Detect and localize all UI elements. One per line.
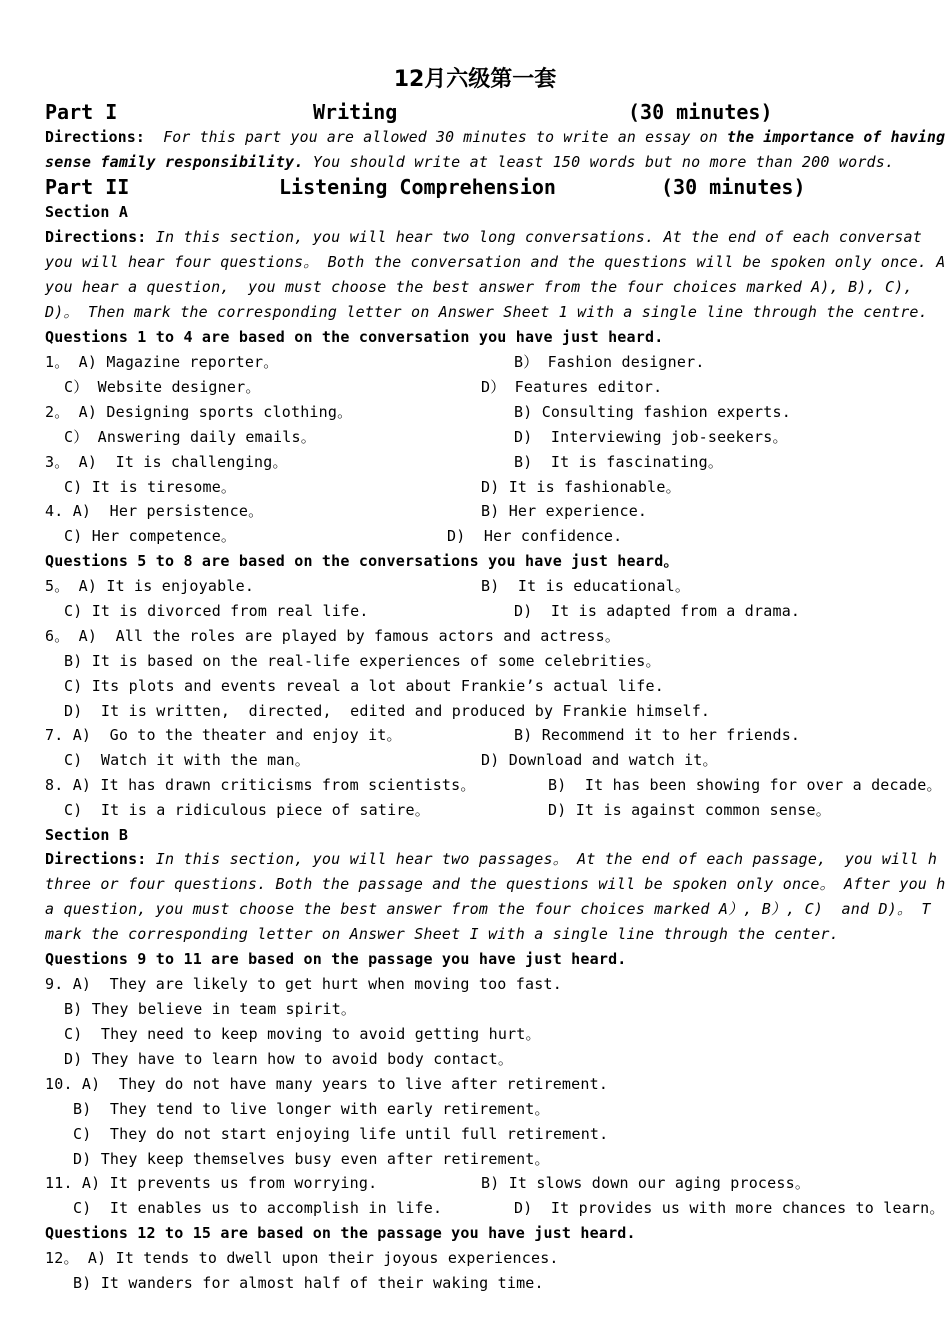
- q2-option-b: B) Consulting fashion experts.: [514, 403, 791, 421]
- q1-option-a: 1。 A) Magazine reporter。: [45, 353, 279, 371]
- q8-option-a: 8. A) It has drawn criticisms from scientists。: [45, 776, 476, 794]
- q11-option-c: C) It enables us to accomplish in life.: [73, 1199, 443, 1217]
- q1-option-d: D） Features editor.: [481, 378, 663, 396]
- q5-option-c: C) It is divorced from real life.: [64, 602, 369, 620]
- q6-option-a: 6。 A) All the roles are played by famous actors and actress。: [45, 627, 621, 645]
- q11-option-d: D) It provides us with more chances to learn。: [514, 1199, 945, 1217]
- q5-option-d: D) It is adapted from a drama.: [514, 602, 801, 620]
- part1-directions-line1: Directions: For this part you are allowed 30 minutes to write an essay on the importance of having: [45, 128, 946, 146]
- q3-option-c: C) It is tiresome。: [64, 478, 237, 496]
- part2-time: (30 minutes): [661, 175, 806, 199]
- q4-option-b: B) Her experience.: [481, 502, 648, 520]
- part1-label: Part I: [45, 100, 118, 124]
- q3-option-d: D) It is fashionable。: [481, 478, 681, 496]
- q5-option-b: B) It is educational。: [481, 577, 691, 595]
- q7-option-a: 7. A) Go to the theater and enjoy it。: [45, 726, 402, 744]
- q9-option-b: B) They believe in team spirit。: [64, 1000, 357, 1018]
- section-a-directions-line1: Directions: In this section, you will hear two long conversations. At the end of each conversat: [45, 228, 922, 246]
- section-b-heading: Section B: [45, 826, 129, 844]
- part2-name: Listening Comprehension: [279, 175, 556, 199]
- q11-option-b: B) It slows down our aging process。: [481, 1174, 811, 1192]
- q3-option-b: B) It is fascinating。: [514, 453, 724, 471]
- q9-option-d: D) They have to learn how to avoid body contact。: [64, 1050, 514, 1068]
- q2-option-c: C） Answering daily emails。: [64, 428, 316, 446]
- q6-option-c: C) Its plots and events reveal a lot about Frankie’s actual life.: [64, 677, 664, 695]
- part1-name: Writing: [313, 100, 398, 124]
- q2-option-a: 2。 A) Designing sports clothing。: [45, 403, 353, 421]
- q7-option-d: D) Download and watch it。: [481, 751, 718, 769]
- q6-option-d: D) It is written, directed, edited and produced by Frankie himself.: [64, 702, 711, 720]
- q12-option-a: 12。 A) It tends to dwell upon their joyous experiences.: [45, 1249, 559, 1267]
- q12-option-b: B) It wanders for almost half of their waking time.: [73, 1274, 544, 1292]
- part1-directions-line2: sense family responsibility. You should write at least 150 words but no more than 200 words.: [45, 153, 895, 171]
- q1-option-b: B） Fashion designer.: [514, 353, 705, 371]
- section-b-directions-line1: Directions: In this section, you will hear two passages。 At the end of each passage, you will h: [45, 850, 938, 868]
- q4-option-d: D) Her confidence.: [447, 527, 623, 545]
- section-b-directions-line3: a question, you must choose the best answer from the four choices marked A）, B）, C) and D)。 T: [45, 900, 931, 918]
- section-a-directions-line4: D)。 Then mark the corresponding letter on Answer Sheet 1 with a single line through the centre.: [45, 303, 928, 321]
- q4-option-a: 4. A) Her persistence。: [45, 502, 264, 520]
- questions-9-11-heading: Questions 9 to 11 are based on the passage you have just heard.: [45, 950, 627, 968]
- section-b-directions-line4: mark the corresponding letter on Answer Sheet I with a single line through the center.: [45, 925, 839, 943]
- section-a-directions-line3: you hear a question, you must choose the best answer from the four choices marked A), B), C),: [45, 278, 913, 296]
- q11-option-a: 11. A) It prevents us from worrying.: [45, 1174, 378, 1192]
- q2-option-d: D) Interviewing job-seekers。: [514, 428, 788, 446]
- q4-option-c: C) Her competence。: [64, 527, 237, 545]
- q10-option-c: C) They do not start enjoying life until full retirement.: [73, 1125, 609, 1143]
- q7-option-b: B) Recommend it to her friends.: [514, 726, 801, 744]
- questions-5-8-heading: Questions 5 to 8 are based on the conversations you have just heard。: [45, 552, 679, 570]
- q10-option-a: 10. A) They do not have many years to live after retirement.: [45, 1075, 609, 1093]
- section-a-directions-line2: you will hear four questions。 Both the conversation and the questions will be spoken only once. A: [45, 253, 946, 271]
- part1-time: (30 minutes): [628, 100, 773, 124]
- q10-option-d: D) They keep themselves busy even after retirement。: [73, 1150, 550, 1168]
- q3-option-a: 3。 A) It is challenging。: [45, 453, 288, 471]
- q9-option-c: C) They need to keep moving to avoid getting hurt。: [64, 1025, 541, 1043]
- q10-option-b: B) They tend to live longer with early retirement。: [73, 1100, 550, 1118]
- q1-option-c: C） Website designer。: [64, 378, 261, 396]
- q8-option-c: C) It is a ridiculous piece of satire。: [64, 801, 430, 819]
- q8-option-b: B) It has been showing for over a decade。: [548, 776, 942, 794]
- q9-option-a: 9. A) They are likely to get hurt when moving too fast.: [45, 975, 562, 993]
- document-title: 12月六级第一套: [393, 67, 557, 92]
- q7-option-c: C) Watch it with the man。: [64, 751, 310, 769]
- questions-12-15-heading: Questions 12 to 15 are based on the passage you have just heard.: [45, 1224, 636, 1242]
- part2-label: Part II: [45, 175, 130, 199]
- section-a-heading: Section A: [45, 203, 129, 221]
- section-b-directions-line2: three or four questions. Both the passage and the questions will be spoken only once。 After you h: [45, 875, 946, 893]
- q8-option-d: D) It is against common sense。: [548, 801, 831, 819]
- q6-option-b: B) It is based on the real-life experiences of some celebrities。: [64, 652, 661, 670]
- q5-option-a: 5。 A) It is enjoyable.: [45, 577, 255, 595]
- questions-1-4-heading: Questions 1 to 4 are based on the conversation you have just heard.: [45, 328, 664, 346]
